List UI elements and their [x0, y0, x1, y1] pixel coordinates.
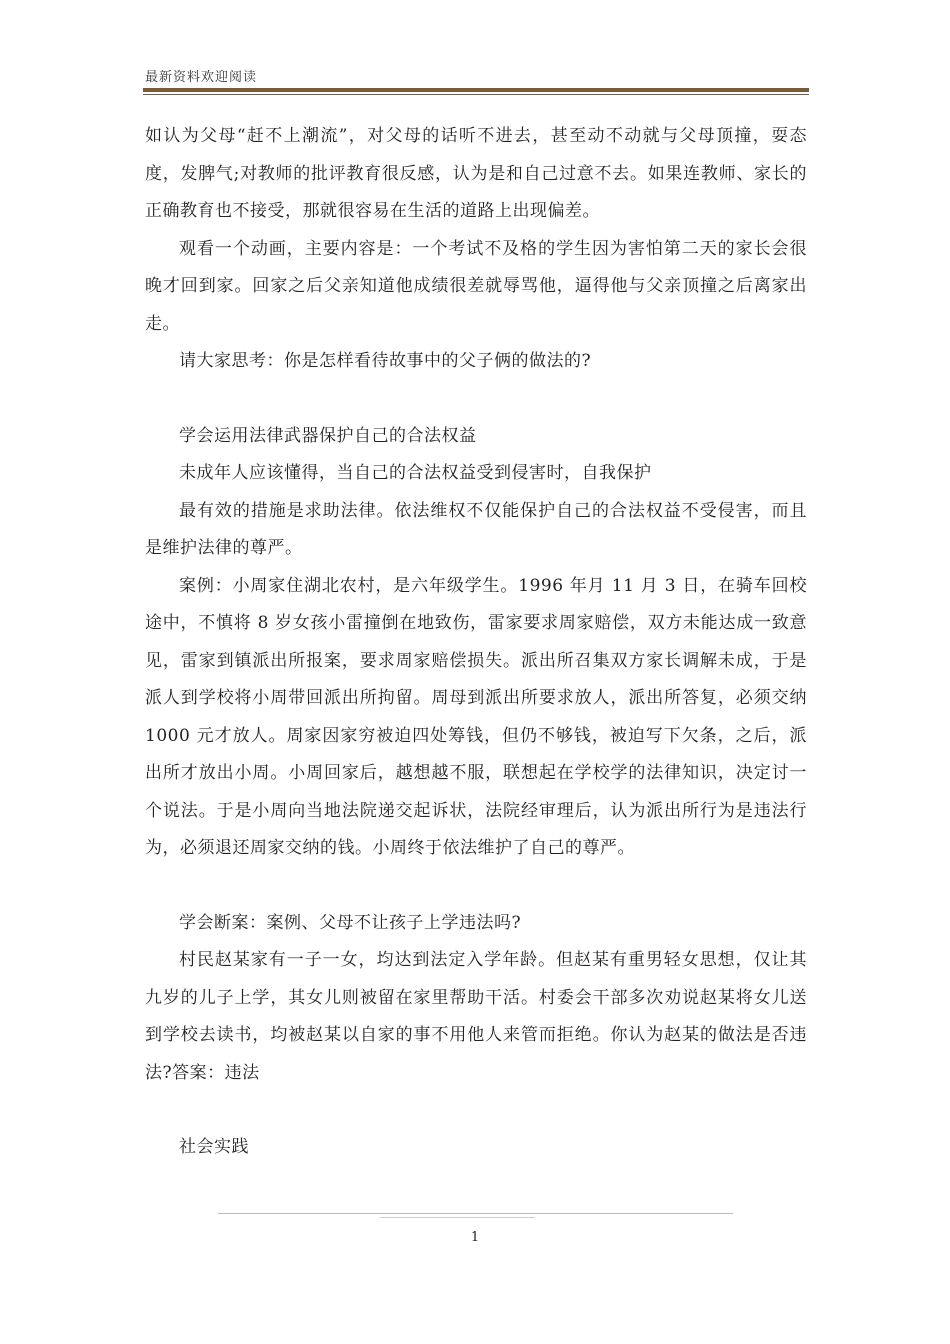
paragraph: 观看一个动画，主要内容是：一个考试不及格的学生因为害怕第二天的家长会很晚才回到家。回家之后父亲知道他成绩很差就辱骂他，逼得他与父亲顶撞之后离家出走。 — [145, 238, 807, 334]
paragraph: 村民赵某家有一子一女，均达到法定入学年龄。但赵某有重男轻女思想，仅让其九岁的儿子上学，其女儿则被留在家里帮助干活。村委会干部多次劝说赵某将女儿送到学校去读书，均被赵某以自家的事不用他人来管而拒绝。你认为赵某的做法是否违法?答案：违法 — [145, 950, 807, 1083]
document-body — [145, 118, 807, 1167]
blank-line — [145, 868, 807, 905]
header-rule-thin — [143, 94, 809, 95]
footer-rule — [218, 1213, 733, 1214]
section-heading: 学会运用法律武器保护自己的合法权益 — [179, 425, 477, 446]
blank-line — [145, 381, 807, 418]
header-rule — [143, 88, 809, 92]
page-number: 1 — [470, 1230, 480, 1245]
footer-rule-short — [380, 1217, 535, 1218]
blank-line — [145, 1092, 807, 1129]
paragraph: 请大家思考：你是怎样看待故事中的父子俩的做法的? — [179, 351, 592, 371]
section-heading: 学会断案：案例、父母不让孩子上学违法吗? — [179, 912, 522, 933]
paragraph: 案例：小周家住湖北农村，是六年级学生。1996 年月 11 月 3 日，在骑车回校途中，不慎将 8 岁女孩小雷撞倒在地致伤，雷家要求周家赔偿，双方未能达成一致意见，雷家到镇派出所报案，要求周家赔偿损失。派出所召集双方家长调解未成，于是派人到学校将小周带回派出所拘留。周母到派出所要求放人，派出所答复，必须交纳 1000 元才放人。周家因家穷被迫四处筹钱，但仍不够钱，被迫写下欠条，之后，派出所才放出小周。小周回家后，越想越不服，联想起在学校学的法律知识，决定讨一个说法。于是小周向当地法院递交起诉状，法院经审理后，认为派出所行为是违法行为，必须退还周家交纳的钱。小周终于依法维护了自己的尊严。 — [145, 575, 807, 858]
section-heading: 社会实践 — [179, 1137, 249, 1157]
paragraph: 如认为父母“赶不上潮流”，对父母的话听不进去，甚至动不动就与父母顶撞，耍态度，发脾气;对教师的批评教育很反感，认为是和自己过意不去。如果连教师、家长的正确教育也不接受，那就很容易在生活的道路上出现偏差。 — [145, 126, 807, 221]
paragraph: 最有效的措施是求助法律。依法维权不仅能保护自己的合法权益不受侵害，而且是维护法律的尊严。 — [145, 500, 807, 558]
paragraph: 未成年人应该懂得，当自己的合法权益受到侵害时，自我保护 — [179, 463, 652, 483]
page-header: 最新资料欢迎阅读 — [145, 70, 258, 85]
